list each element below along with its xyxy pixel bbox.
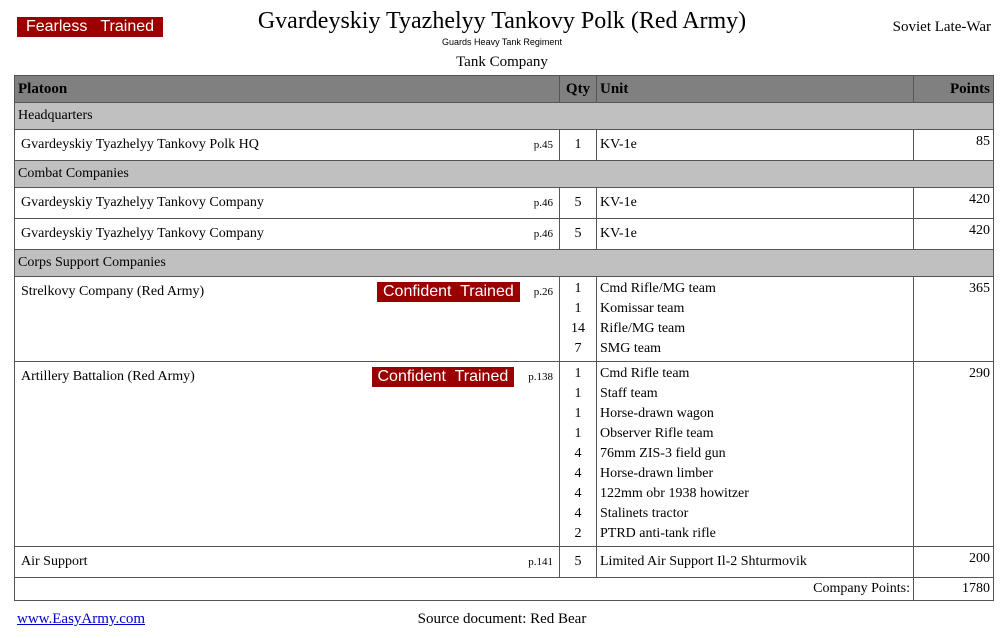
unit-name: Rifle/MG team [600, 321, 686, 336]
unit-qty: 7 [574, 341, 582, 356]
company-type: Tank Company [456, 54, 548, 70]
unit-name: Cmd Rifle team [600, 366, 690, 381]
page-reference: p.46 [533, 197, 553, 209]
page-reference: p.138 [528, 371, 553, 383]
platoon-points: 85 [914, 130, 994, 161]
section-combat-companies: Combat Companies [15, 161, 994, 188]
unit-name: Horse-drawn limber [600, 466, 714, 481]
section-headquarters: Headquarters [15, 103, 994, 130]
unit-name: Komissar team [600, 301, 685, 316]
unit-name-list [597, 277, 914, 362]
column-header-points: Points [914, 76, 994, 103]
table-row [15, 188, 994, 219]
total-row [15, 578, 994, 601]
page-reference: p.45 [533, 139, 553, 151]
platoon-rating-badge: Confident Trained [377, 282, 520, 302]
unit-qty: 5 [560, 547, 597, 578]
platoon-points: 420 [914, 188, 994, 219]
unit-qty: 1 [574, 366, 582, 381]
platoon-points: 200 [914, 547, 994, 578]
unit-name: Stalinets tractor [600, 506, 689, 521]
unit-name: KV-1e [597, 188, 914, 219]
unit-qty-list [560, 362, 597, 547]
column-header-platoon: Platoon [15, 76, 560, 103]
unit-qty: 4 [574, 466, 582, 481]
table-row [15, 362, 994, 547]
unit-qty: 1 [574, 281, 582, 296]
unit-qty: 1 [574, 386, 582, 401]
platoon-name: Gvardeyskiy Tyazhelyy Tankovy Company [21, 195, 264, 210]
unit-name: Horse-drawn wagon [600, 406, 714, 421]
section-row [15, 103, 994, 130]
company-points-label: Company Points: [15, 578, 914, 601]
unit-name-list [597, 362, 914, 547]
easyarmy-link[interactable]: www.EasyArmy.com [17, 611, 146, 627]
unit-name: SMG team [600, 341, 662, 356]
unit-qty: 1 [574, 426, 582, 441]
platoon-name: Gvardeyskiy Tyazhelyy Tankovy Polk HQ [21, 137, 259, 152]
unit-name: Cmd Rifle/MG team [600, 281, 716, 296]
platoon-name: Air Support [21, 554, 88, 569]
platoon-points: 420 [914, 219, 994, 250]
unit-qty: 1 [560, 130, 597, 161]
page-reference: p.26 [533, 286, 553, 298]
nation-label: Soviet Late-War [892, 19, 991, 35]
unit-qty: 1 [574, 406, 582, 421]
page-title: Gvardeyskiy Tyazhelyy Tankovy Polk (Red Army) [257, 8, 747, 34]
unit-name: KV-1e [597, 219, 914, 250]
unit-qty: 2 [574, 526, 582, 541]
section-corps-support: Corps Support Companies [15, 250, 994, 277]
column-header-qty: Qty [560, 76, 597, 103]
page-subtitle: Guards Heavy Tank Regiment [442, 37, 562, 47]
unit-qty-list [560, 277, 597, 362]
company-points-value: 1780 [914, 578, 994, 601]
platoon-points: 290 [914, 362, 994, 547]
source-document: Source document: Red Bear [417, 611, 587, 627]
page-reference: p.46 [533, 228, 553, 240]
platoon-name: Artillery Battalion (Red Army) [21, 369, 195, 384]
platoon-name: Strelkovy Company (Red Army) [21, 284, 205, 299]
unit-qty: 4 [574, 506, 582, 521]
unit-qty: 1 [574, 301, 582, 316]
platoon-name: Gvardeyskiy Tyazhelyy Tankovy Company [21, 226, 264, 241]
force-rating-badge: Fearless Trained [17, 17, 163, 37]
unit-qty: 4 [574, 486, 582, 501]
unit-name: Observer Rifle team [600, 426, 714, 441]
unit-name: 76mm ZIS-3 field gun [600, 446, 726, 461]
unit-name: PTRD anti-tank rifle [600, 526, 716, 541]
unit-name: Limited Air Support Il-2 Shturmovik [597, 547, 914, 578]
platoon-rating-badge: Confident Trained [372, 367, 515, 387]
section-row [15, 161, 994, 188]
unit-name: Staff team [600, 386, 658, 401]
table-row [15, 547, 994, 578]
page-reference: p.141 [528, 556, 553, 568]
table-row [15, 130, 994, 161]
column-header-unit: Unit [597, 76, 914, 103]
table-header-row [15, 76, 994, 103]
section-row [15, 250, 994, 277]
table-row [15, 277, 994, 362]
table-row [15, 219, 994, 250]
unit-qty: 4 [574, 446, 582, 461]
unit-name: 122mm obr 1938 howitzer [600, 486, 749, 501]
unit-qty: 5 [560, 188, 597, 219]
unit-qty: 14 [571, 321, 585, 336]
unit-qty: 5 [560, 219, 597, 250]
army-list-table [14, 75, 994, 601]
platoon-points: 365 [914, 277, 994, 362]
unit-name: KV-1e [597, 130, 914, 161]
